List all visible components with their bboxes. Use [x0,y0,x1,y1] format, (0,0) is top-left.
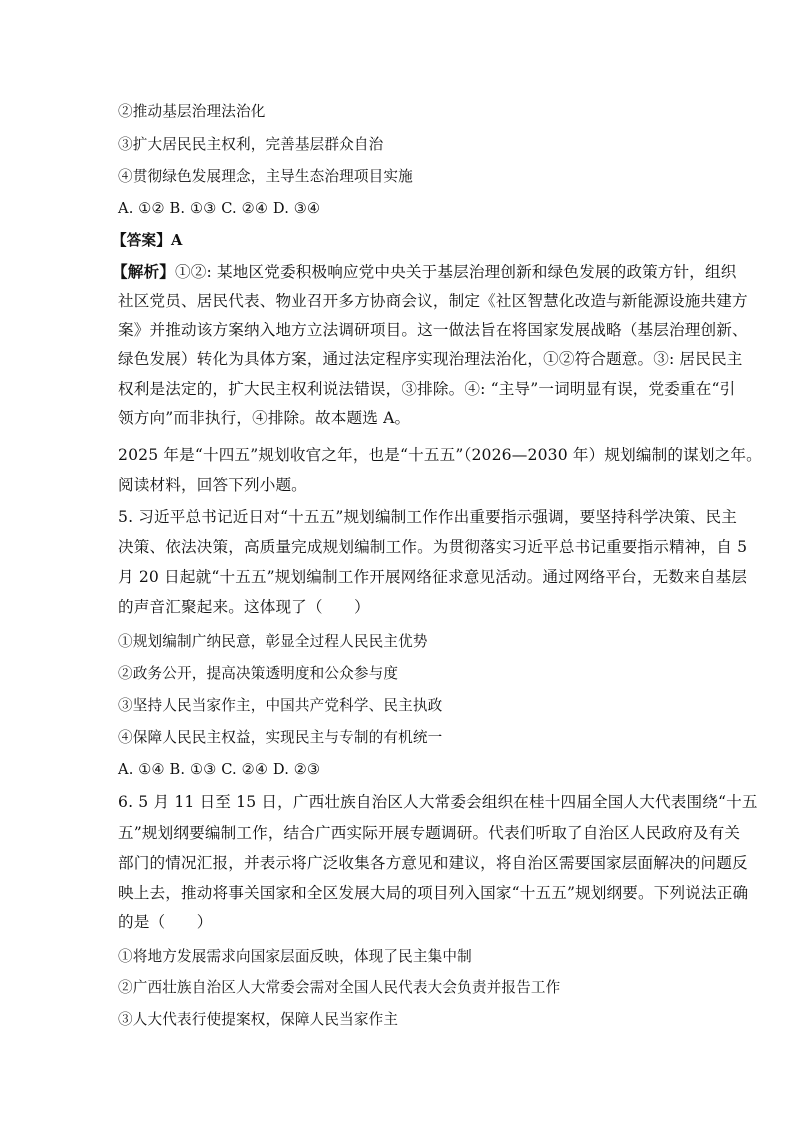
q5-stem-line-1: 5. 习近平总书记近日对“十五五”规划编制工作作出重要指示强调，要坚持科学决策、民主 [118,508,738,526]
answer-line [112,231,682,251]
answer-value: A [170,232,183,249]
q5-stem-line-4: 的声音汇聚起来。这体现了（ ） [118,598,370,616]
intro-line-1: 2025 年是“十四五”规划收官之年，也是“十五五”（2026—2030 年）规划编制的谋划之年。 [118,446,762,464]
q5-option-3: ③坚持人民当家作主，中国共产党科学、民主执政 [118,697,443,714]
q6-stem-line-2: 五”规划纲要编制工作，结合广西实际开展专题调研。代表们听取了自治区人民政府及有关 [118,824,741,842]
analysis-line-2: 社区党员、居民代表、物业召开多方协商会议，制定《社区智慧化改造与新能源设施共建方 [118,292,748,310]
q6-stem-line-3: 部门的情况汇报，并表示将广泛收集各方意见和建议，将自治区需要国家层面解决的问题反 [118,854,748,872]
q5-option-1: ①规划编制广纳民意，彰显全过程人民民主优势 [118,633,428,650]
answer-label: 【答案】 [112,232,171,249]
prev-choices: A. ①② B. ①③ C. ②④ D. ③④ [118,200,321,217]
analysis-line-5: 权利是法定的，扩大民主权利说法错误，③排除。④: “主导”一词明显有误，党委重在“引 [118,380,736,398]
analysis-text: ①②: 某地区党委积极响应党中央关于基层治理创新和绿色发展的政策方针，组织 [174,263,737,281]
q6-stem-line-4: 映上去，推动将事关国家和全区发展大局的项目列入国家“十五五”规划纲要。下列说法正确 [118,884,749,902]
analysis-line-3: 案》并推动该方案纳入地方立法调研项目。这一做法旨在将国家发展战略（基层治理创新、 [118,321,748,339]
q5-option-4: ④保障人民民主权益，实现民主与专制的有机统一 [118,729,443,746]
intro-line-2: 阅读材料，回答下列小题。 [118,476,307,494]
q6-stem-line-1: 6. 5 月 11 日至 15 日，广西壮族自治区人大常委会组织在桂十四届全国人大代表围绕“十五 [118,793,758,811]
prev-option-2: ②推动基层治理法治化 [118,103,266,120]
analysis-label: 【解析】 [112,262,175,281]
q6-option-1: ①将地方发展需求向国家层面反映，体现了民主集中制 [118,948,472,965]
q5-stem-line-3: 月 20 日起就“十五五”规划编制工作开展网络征求意见活动。通过网络平台，无数来自基层 [118,568,748,586]
analysis-line-6: 领方向”而非执行，④排除。故本题选 A。 [118,409,411,427]
q6-option-2: ②广西壮族自治区人大常委会需对全国人民代表大会负责并报告工作 [118,979,561,996]
q5-stem-line-2: 决策、依法决策，高质量完成规划编制工作。为贯彻落实习近平总书记重要指示精神，自 5 [118,538,748,556]
q6-option-3: ③人大代表行使提案权，保障人民当家作主 [118,1011,399,1028]
q6-stem-line-5: 的是（ ） [118,913,213,931]
analysis-line-4: 绿色发展）转化为具体方案，通过法定程序实现治理法治化，①②符合题意。③: 居民民主 [118,350,743,368]
q5-option-2: ②政务公开，提高决策透明度和公众参与度 [118,665,399,682]
prev-option-3: ③扩大居民民主权利，完善基层群众自治 [118,136,384,153]
prev-option-4: ④贯彻绿色发展理念，主导生态治理项目实施 [118,168,413,185]
q5-choices: A. ①④ B. ①③ C. ②④ D. ②③ [118,761,321,778]
analysis-line-1 [112,262,737,282]
